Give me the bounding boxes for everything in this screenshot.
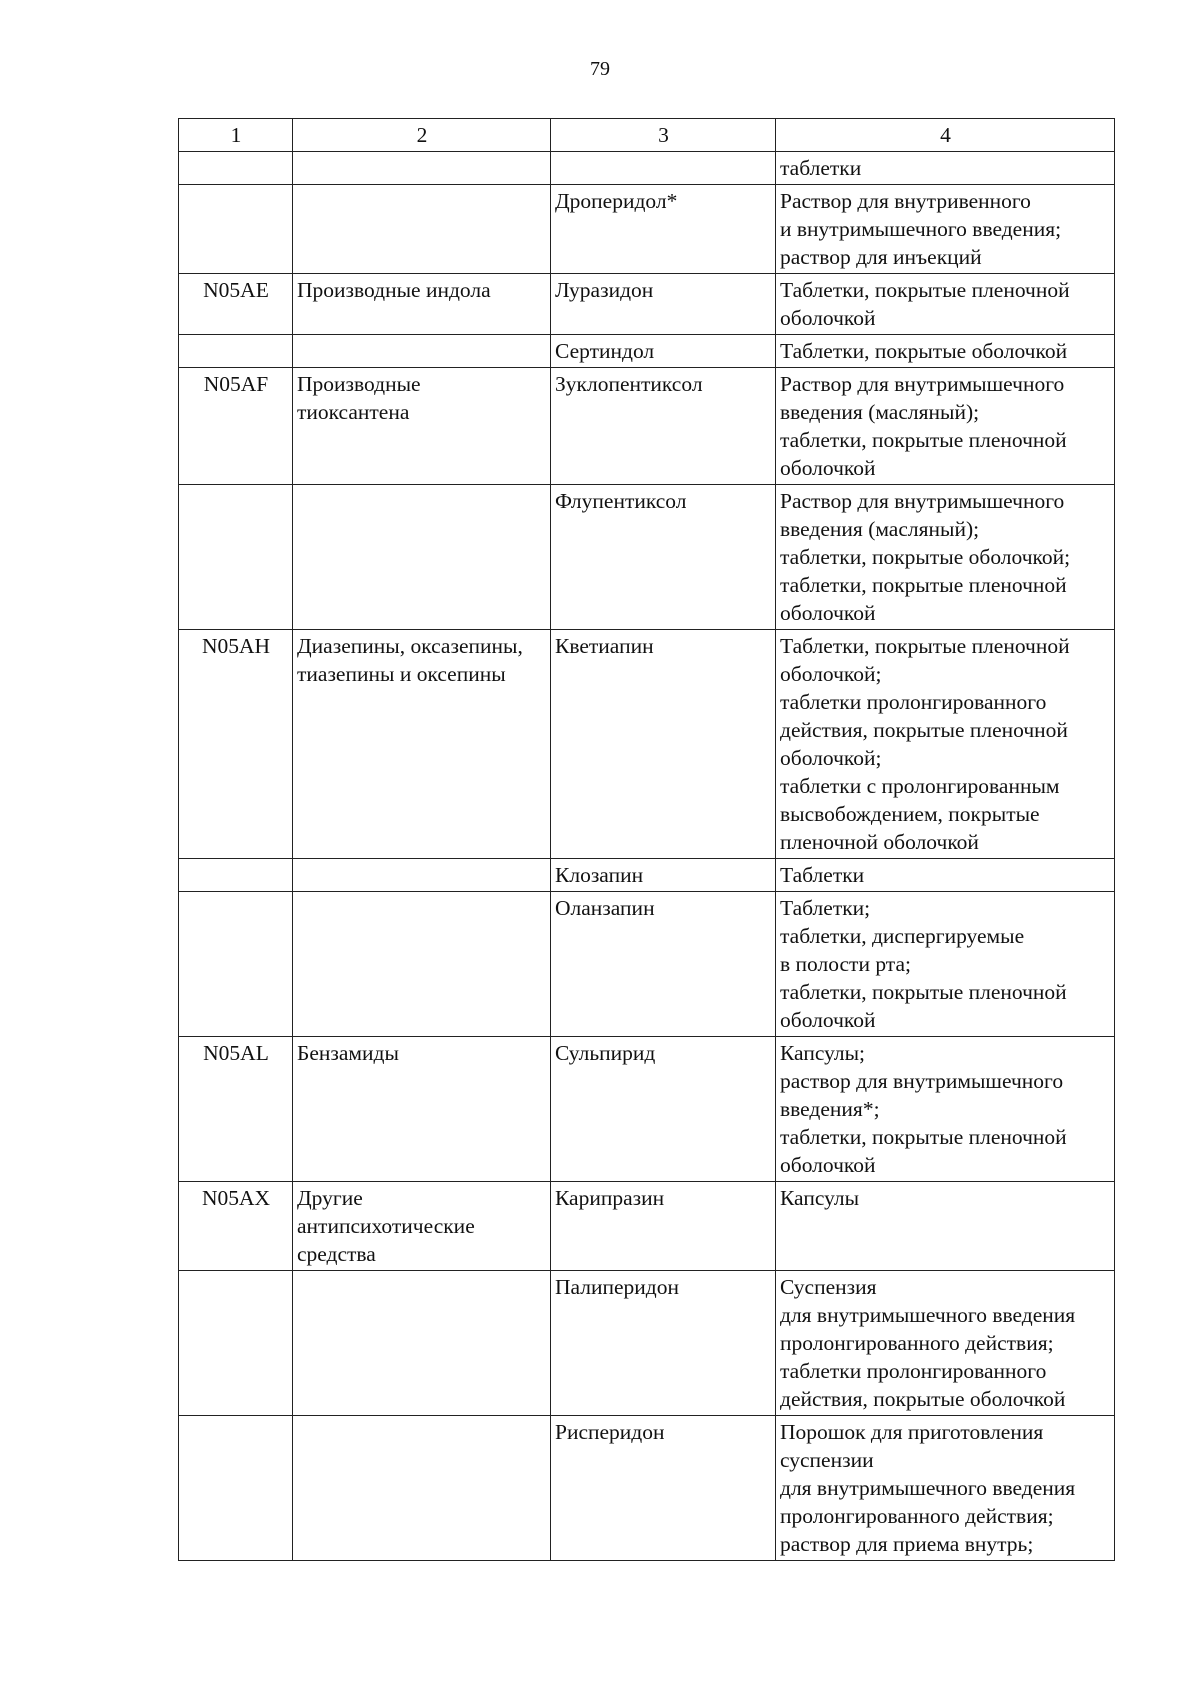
table-row bbox=[179, 892, 1115, 1037]
table-row bbox=[179, 368, 1115, 485]
cell-group-name: Другие антипсихотические средства bbox=[293, 1182, 551, 1271]
cell-atc-code: N05AF bbox=[179, 368, 293, 485]
cell-group-name bbox=[293, 1271, 551, 1416]
cell-atc-code bbox=[179, 185, 293, 274]
cell-atc-code bbox=[179, 485, 293, 630]
cell-dosage-forms: Таблетки, покрытые пленочной оболочкой bbox=[776, 274, 1115, 335]
table-row bbox=[179, 859, 1115, 892]
drug-classification-table bbox=[178, 118, 1115, 1561]
cell-dosage-forms: Раствор для внутримышечного введения (масляный); таблетки, покрытые пленочной оболочкой bbox=[776, 368, 1115, 485]
cell-group-name bbox=[293, 859, 551, 892]
cell-group-name bbox=[293, 152, 551, 185]
table-header-row bbox=[179, 119, 1115, 152]
table-row bbox=[179, 1416, 1115, 1561]
cell-dosage-forms: Раствор для внутримышечного введения (масляный); таблетки, покрытые оболочкой; таблетки, покрытые пленочной оболочкой bbox=[776, 485, 1115, 630]
cell-dosage-forms: Таблетки, покрытые пленочной оболочкой; таблетки пролонгированного действия, покрытые пленочной оболочкой; таблетки с пролонгированным высвобождением, покрытые пленочной оболочкой bbox=[776, 630, 1115, 859]
table-row bbox=[179, 335, 1115, 368]
cell-dosage-forms: Таблетки, покрытые оболочкой bbox=[776, 335, 1115, 368]
table-row bbox=[179, 630, 1115, 859]
cell-dosage-forms: Порошок для приготовления суспензии для внутримышечного введения пролонгированного действия; раствор для приема внутрь; bbox=[776, 1416, 1115, 1561]
header-col-4: 4 bbox=[776, 119, 1115, 152]
table-row bbox=[179, 1271, 1115, 1416]
cell-atc-code bbox=[179, 1271, 293, 1416]
cell-atc-code bbox=[179, 892, 293, 1037]
cell-drug-name: Палиперидон bbox=[551, 1271, 776, 1416]
cell-dosage-forms: Капсулы; раствор для внутримышечного введения*; таблетки, покрытые пленочной оболочкой bbox=[776, 1037, 1115, 1182]
cell-drug-name: Кветиапин bbox=[551, 630, 776, 859]
cell-atc-code: N05AL bbox=[179, 1037, 293, 1182]
cell-dosage-forms: Суспензия для внутримышечного введения пролонгированного действия; таблетки пролонгированного действия, покрытые оболочкой bbox=[776, 1271, 1115, 1416]
table-row bbox=[179, 274, 1115, 335]
table-row bbox=[179, 1037, 1115, 1182]
cell-dosage-forms: Раствор для внутривенного и внутримышечного введения; раствор для инъекций bbox=[776, 185, 1115, 274]
cell-dosage-forms: таблетки bbox=[776, 152, 1115, 185]
cell-drug-name: Луразидон bbox=[551, 274, 776, 335]
cell-drug-name: Зуклопентиксол bbox=[551, 368, 776, 485]
cell-atc-code bbox=[179, 152, 293, 185]
table-row bbox=[179, 485, 1115, 630]
cell-drug-name: Рисперидон bbox=[551, 1416, 776, 1561]
cell-drug-name: Дроперидол* bbox=[551, 185, 776, 274]
cell-group-name bbox=[293, 485, 551, 630]
cell-drug-name bbox=[551, 152, 776, 185]
cell-group-name bbox=[293, 185, 551, 274]
cell-dosage-forms: Таблетки bbox=[776, 859, 1115, 892]
table-row bbox=[179, 152, 1115, 185]
cell-dosage-forms: Таблетки; таблетки, диспергируемые в полости рта; таблетки, покрытые пленочной оболочкой bbox=[776, 892, 1115, 1037]
header-col-3: 3 bbox=[551, 119, 776, 152]
cell-group-name: Диазепины, оксазепины, тиазепины и оксепины bbox=[293, 630, 551, 859]
cell-dosage-forms: Капсулы bbox=[776, 1182, 1115, 1271]
cell-atc-code bbox=[179, 335, 293, 368]
cell-atc-code: N05AE bbox=[179, 274, 293, 335]
cell-drug-name: Сертиндол bbox=[551, 335, 776, 368]
cell-atc-code bbox=[179, 1416, 293, 1561]
table-row bbox=[179, 1182, 1115, 1271]
cell-group-name bbox=[293, 335, 551, 368]
cell-group-name bbox=[293, 892, 551, 1037]
cell-drug-name: Оланзапин bbox=[551, 892, 776, 1037]
header-col-2: 2 bbox=[293, 119, 551, 152]
cell-group-name: Производные тиоксантена bbox=[293, 368, 551, 485]
cell-group-name: Бензамиды bbox=[293, 1037, 551, 1182]
table-row bbox=[179, 185, 1115, 274]
page-number: 79 bbox=[590, 58, 610, 80]
cell-drug-name: Карипразин bbox=[551, 1182, 776, 1271]
header-col-1: 1 bbox=[179, 119, 293, 152]
cell-group-name bbox=[293, 1416, 551, 1561]
cell-drug-name: Флупентиксол bbox=[551, 485, 776, 630]
cell-atc-code: N05AH bbox=[179, 630, 293, 859]
cell-group-name: Производные индола bbox=[293, 274, 551, 335]
cell-drug-name: Сульпирид bbox=[551, 1037, 776, 1182]
cell-drug-name: Клозапин bbox=[551, 859, 776, 892]
cell-atc-code bbox=[179, 859, 293, 892]
cell-atc-code: N05AX bbox=[179, 1182, 293, 1271]
